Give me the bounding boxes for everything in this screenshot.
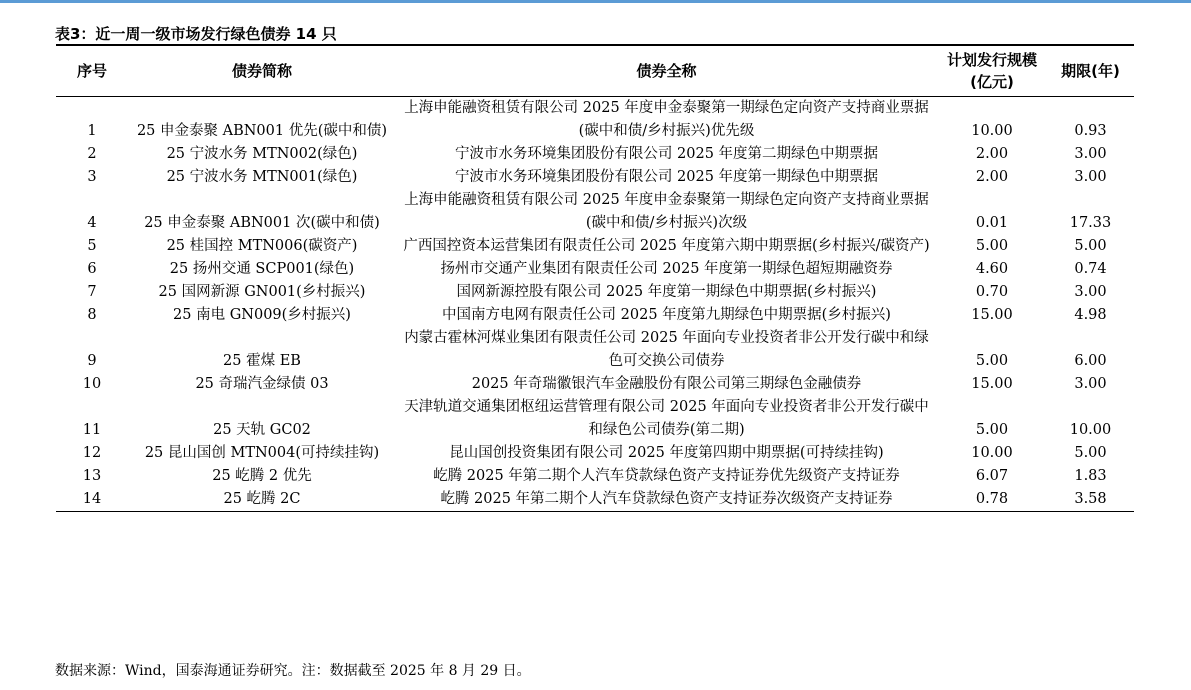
table-title: 表3：近一周一级市场发行绿色债券 14 只 [55,25,337,43]
cell-term: 0.74 [1074,261,1107,277]
cell-short-name: 25 宁波水务 MTN002(绿色) [166,146,358,162]
cell-term: 4.98 [1074,307,1107,323]
table-row [56,465,1134,488]
cell-no: 11 [82,422,102,438]
cell-full-name: 屹腾 2025 年第二期个人汽车贷款绿色资产支持证券次级资产支持证券 [396,488,937,512]
table-row [56,166,1134,189]
cell-term: 3.00 [1074,169,1107,185]
cell-short-name: 25 申金泰聚 ABN001 次(碳中和债) [144,215,380,231]
table-row [56,97,1134,144]
cell-short-name: 25 申金泰聚 ABN001 优先(碳中和债) [136,123,388,139]
cell-amount: 0.70 [975,284,1009,300]
cell-short-name: 25 奇瑞汽金绿债 03 [195,376,329,392]
cell-no: 5 [87,238,97,254]
header-term: 期限(年) [1047,45,1134,97]
cell-full-name: 天津轨道交通集团枢纽运营管理有限公司 2025 年面向专业投资者非公开发行碳中和绿色公司债券(第二期) [404,399,929,438]
table-row [56,327,1134,373]
cell-amount: 15.00 [971,376,1013,392]
cell-full-name: 屹腾 2025 年第二期个人汽车贷款绿色资产支持证券优先级资产支持证券 [433,468,900,484]
cell-short-name: 25 桂国控 MTN006(碳资产) [166,238,358,254]
cell-term: 10.00 [1069,422,1112,438]
cell-amount: 2.00 [975,146,1009,162]
header-full-name: 债券全称 [396,45,937,97]
cell-short-name: 25 天轨 GC02 [213,422,311,438]
table-row [56,189,1134,235]
table-row [56,281,1134,304]
cell-term: 5.00 [1074,238,1107,254]
cell-no: 7 [87,284,97,300]
cell-amount: 5.00 [975,238,1009,254]
cell-term: 3.58 [1047,488,1134,512]
cell-short-name: 25 国网新源 GN001(乡村振兴) [158,284,366,300]
cell-no: 1 [87,123,97,139]
cell-no: 13 [82,468,102,484]
cell-full-name: 国网新源控股有限公司 2025 年度第一期绿色中期票据(乡村振兴) [456,284,877,300]
cell-amount: 5.00 [975,422,1009,438]
header-no: 序号 [56,45,128,97]
cell-no: 10 [82,376,102,392]
cell-term: 3.00 [1074,376,1107,392]
cell-term: 1.83 [1074,468,1107,484]
source-note: 数据来源：Wind，国泰海通证券研究。注：数据截至 2025 年 8 月 29 日。 [55,663,531,679]
cell-short-name: 25 屹腾 2C [128,488,396,512]
cell-no: 8 [87,307,97,323]
cell-full-name: 扬州市交通产业集团有限责任公司 2025 年度第一期绿色超短期融资券 [440,261,893,277]
green-bond-table [56,44,1134,512]
cell-short-name: 25 南电 GN009(乡村振兴) [173,307,351,323]
cell-no: 9 [87,353,97,369]
cell-short-name: 25 宁波水务 MTN001(绿色) [166,169,358,185]
cell-amount: 2.00 [975,169,1009,185]
cell-amount: 10.00 [971,445,1013,461]
cell-amount: 0.78 [937,488,1047,512]
table-row [56,304,1134,327]
table-row [56,442,1134,465]
table-row [56,373,1134,396]
table-row [56,258,1134,281]
header-short-name: 债券简称 [128,45,396,97]
cell-amount: 0.01 [975,215,1009,231]
cell-no: 14 [56,488,128,512]
cell-full-name: 上海申能融资租赁有限公司 2025 年度申金泰聚第一期绿色定向资产支持商业票据(碳中和债/乡村振兴)优先级 [404,100,929,139]
cell-term: 3.00 [1074,284,1107,300]
cell-amount: 6.07 [975,468,1009,484]
cell-full-name: 宁波市水务环境集团股份有限公司 2025 年度第二期绿色中期票据 [454,146,879,162]
cell-no: 2 [87,146,97,162]
cell-short-name: 25 扬州交通 SCP001(绿色) [169,261,355,277]
table-row [56,143,1134,166]
table-row [56,488,1134,512]
cell-full-name: 宁波市水务环境集团股份有限公司 2025 年度第一期绿色中期票据 [454,169,879,185]
cell-full-name: 广西国控资本运营集团有限责任公司 2025 年度第六期中期票据(乡村振兴/碳资产) [403,238,930,254]
header-row [56,45,1134,97]
cell-no: 12 [82,445,102,461]
cell-full-name: 昆山国创投资集团有限公司 2025 年度第四期中期票据(可持续挂钩) [449,445,884,461]
cell-no: 4 [87,215,97,231]
cell-short-name: 25 屹腾 2 优先 [212,468,312,484]
cell-term: 5.00 [1074,445,1107,461]
cell-term: 6.00 [1074,353,1107,369]
cell-full-name: 上海申能融资租赁有限公司 2025 年度申金泰聚第一期绿色定向资产支持商业票据(碳中和债/乡村振兴)次级 [404,192,929,231]
cell-no: 6 [87,261,97,277]
cell-full-name: 内蒙古霍林河煤业集团有限责任公司 2025 年面向专业投资者非公开发行碳中和绿色可交换公司债券 [404,330,929,369]
cell-short-name: 25 昆山国创 MTN004(可持续挂钩) [144,445,380,461]
cell-term: 0.93 [1074,123,1107,139]
header-amount: 计划发行规模(亿元) [937,45,1047,97]
cell-amount: 4.60 [975,261,1009,277]
table-body [56,97,1134,512]
table-row [56,396,1134,442]
cell-amount: 15.00 [971,307,1013,323]
cell-amount: 5.00 [975,353,1009,369]
cell-no: 3 [87,169,97,185]
top-accent-line [0,0,1191,3]
cell-term: 17.33 [1069,215,1112,231]
cell-term: 3.00 [1074,146,1107,162]
cell-short-name: 25 霍煤 EB [223,353,301,369]
cell-amount: 10.00 [971,123,1013,139]
cell-full-name: 2025 年奇瑞徽银汽车金融股份有限公司第三期绿色金融债券 [471,376,862,392]
table-row [56,235,1134,258]
cell-full-name: 中国南方电网有限责任公司 2025 年度第九期绿色中期票据(乡村振兴) [442,307,891,323]
